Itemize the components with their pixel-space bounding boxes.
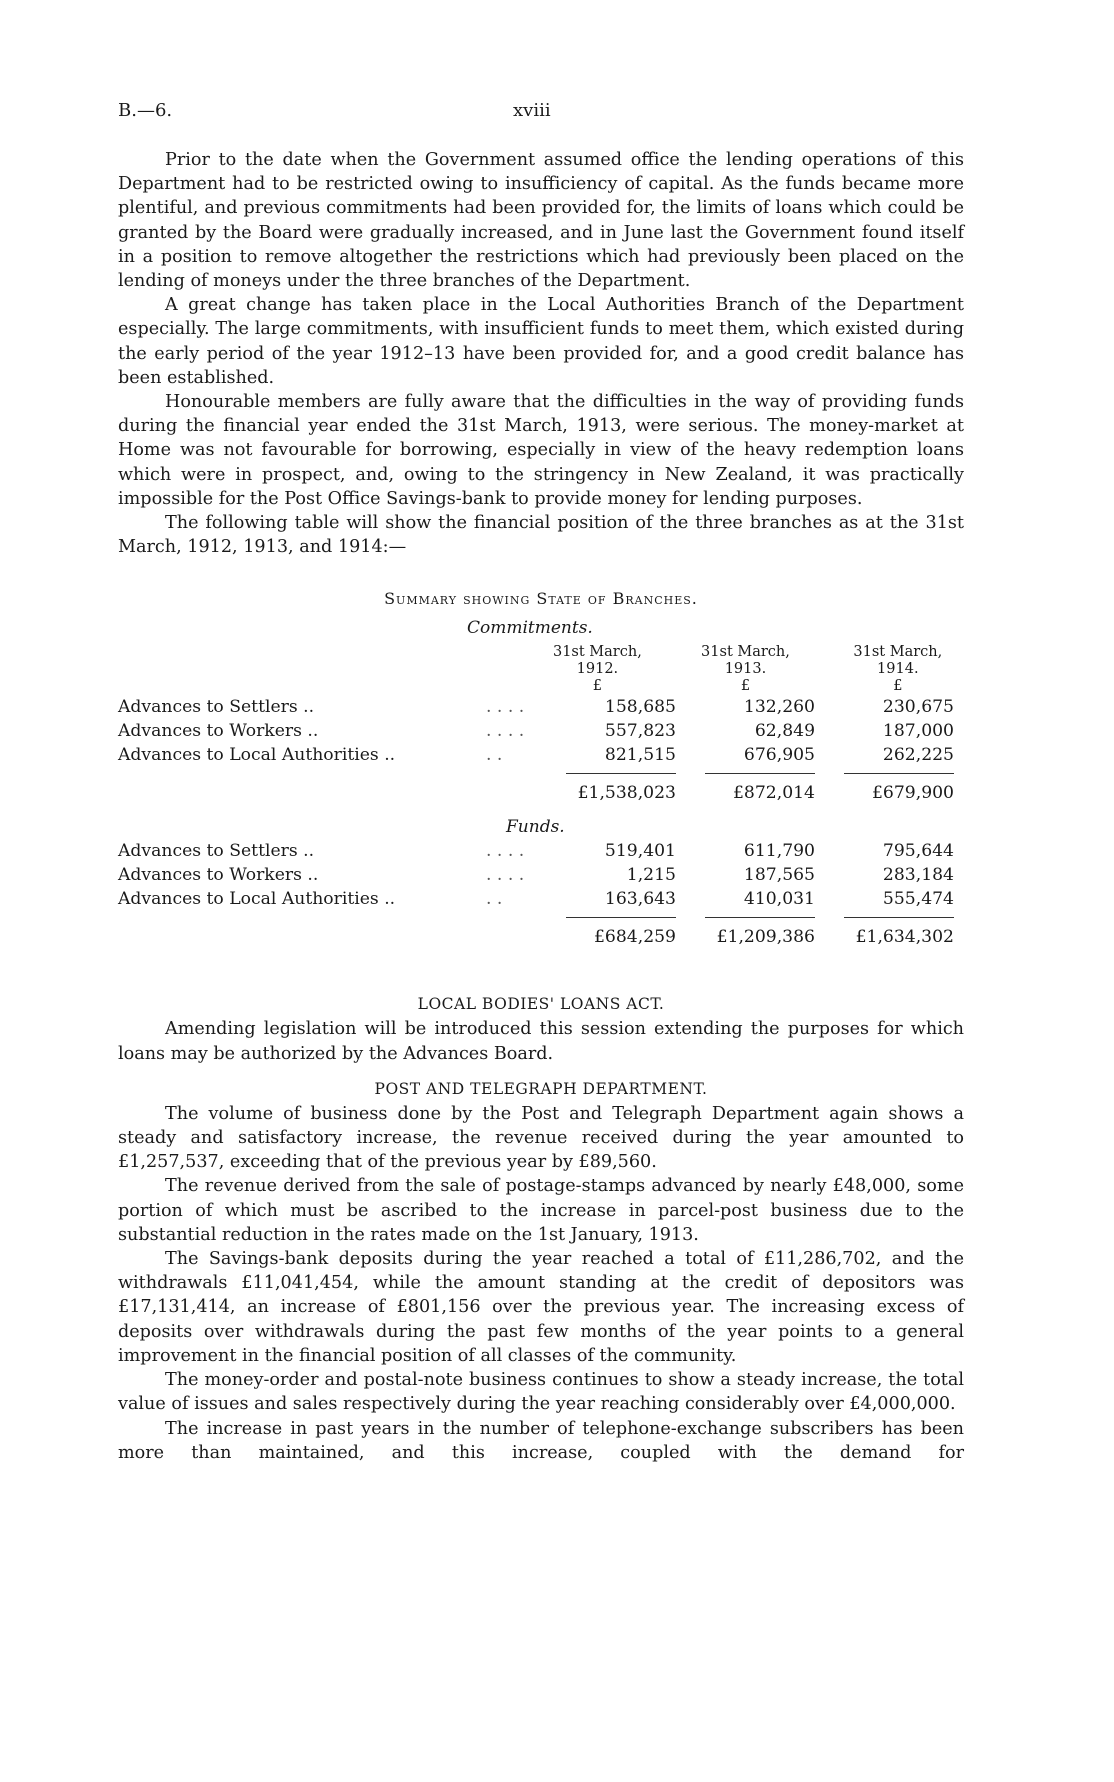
paragraph: The Savings-bank deposits during the year reached a total of £11,286,702, and the withdrawals £11,041,454, while the amount standing at the credit of depositors was £17,131,414, an increase of £801,156 over the previous year. The increasing excess of deposits over withdrawals during the past few months of the year points to a general improvement in the financial position of all classes of the community.: [118, 1249, 964, 1366]
table-row: Advances to Workers .. . . . . 557,823 62,849 187,000: [118, 721, 954, 742]
section-title-post: POST AND TELEGRAPH DEPARTMENT.: [374, 1079, 708, 1098]
total-rule: [118, 911, 964, 921]
paragraph: The increase in past years in the number of telephone-exchange subscribers has been more than maintained, and this increase, coupled with the demand for: [118, 1418, 964, 1463]
column-header-1912: 31st March, 1912. £: [552, 644, 642, 695]
table-row: Advances to Local Authorities .. . . 821,515 676,905 262,225: [118, 745, 954, 766]
summary-table: [118, 589, 964, 949]
total-rule: [118, 767, 964, 777]
paragraph: Honourable members are fully aware that the difficulties in the way of providing funds during the financial year ended the 31st March, 1913, were serious. The money-market at Home was not favourable for borrowing, especially in view of the heavy redemption loans which were in prospect, and, owing to the stringency in New Zealand, it was practically impossible for the Post Office Savings-bank to provide money for lending purposes.: [118, 392, 964, 509]
funds-label: Funds.: [506, 817, 565, 838]
paragraph: The following table will show the financial position of the three branches as at the 31st March, 1912, 1913, and 1914:—: [118, 513, 964, 558]
paragraph: The revenue derived from the sale of postage-stamps advanced by nearly £48,000, some portion of which must be ascribed to the increase in parcel-post business due to the substantial reduction in the rates made on the 1st January, 1913.: [118, 1176, 964, 1245]
paragraph: The volume of business done by the Post and Telegraph Department again shows a steady and satisfactory increase, the revenue received during the year amounted to £1,257,537, exceeding that of the previous year by £89,560.: [118, 1103, 964, 1173]
paragraph: Prior to the date when the Government assumed office the lending operations of this Department had to be restricted owing to insufficiency of capital. As the funds became more plentiful, and previous commitments had been provided for, the limits of loans which could be granted by the Board were gradually increased, and in June last the Government found itself in a position to remove altogether the restrictions which had previously been placed on the lending of moneys under the three branches of the Department.: [118, 150, 964, 292]
column-header-1913: 31st March, 1913. £: [701, 644, 790, 695]
paragraph: Amending legislation will be introduced this session extending the purposes for which loans may be authorized by the Advances Board.: [118, 1019, 964, 1064]
funds-total-row: £684,259 £1,209,386 £1,634,302: [593, 927, 954, 948]
column-headers: [118, 644, 964, 695]
section-title-loans: LOCAL BODIES' LOANS ACT.: [417, 995, 665, 1014]
table-row: Advances to Settlers .. . . . . 519,401 611,790 795,644: [118, 841, 954, 862]
commitments-total-row: £1,538,023 £872,014 £679,900: [577, 783, 954, 804]
column-header-1914: 31st March, 1914. £: [853, 644, 943, 695]
paragraph: The money-order and postal-note business continues to show a steady increase, the total value of issues and sales respectively during the year reaching considerably over £4,000,000.: [118, 1370, 964, 1415]
document-reference: B.—6.: [118, 100, 173, 121]
table-row: Advances to Local Authorities .. . . 163,643 410,031 555,474: [118, 889, 954, 910]
table-row: Advances to Settlers .. . . . . 158,685 132,260 230,675: [118, 697, 954, 718]
document-page: [118, 100, 964, 1465]
page-header: [118, 100, 964, 126]
table-title: Summary showing State of Branches.: [384, 589, 698, 609]
commitments-label: Commitments.: [467, 618, 593, 639]
paragraph: A great change has taken place in the Local Authorities Branch of the Department especially. The large commitments, with insufficient funds to meet them, which existed during the early period of the year 1912–13 have been provided for, and a good credit balance has been established.: [118, 295, 964, 388]
table-row: Advances to Workers .. . . . . 1,215 187,565 283,184: [118, 865, 954, 886]
page-number: xviii: [513, 100, 551, 121]
